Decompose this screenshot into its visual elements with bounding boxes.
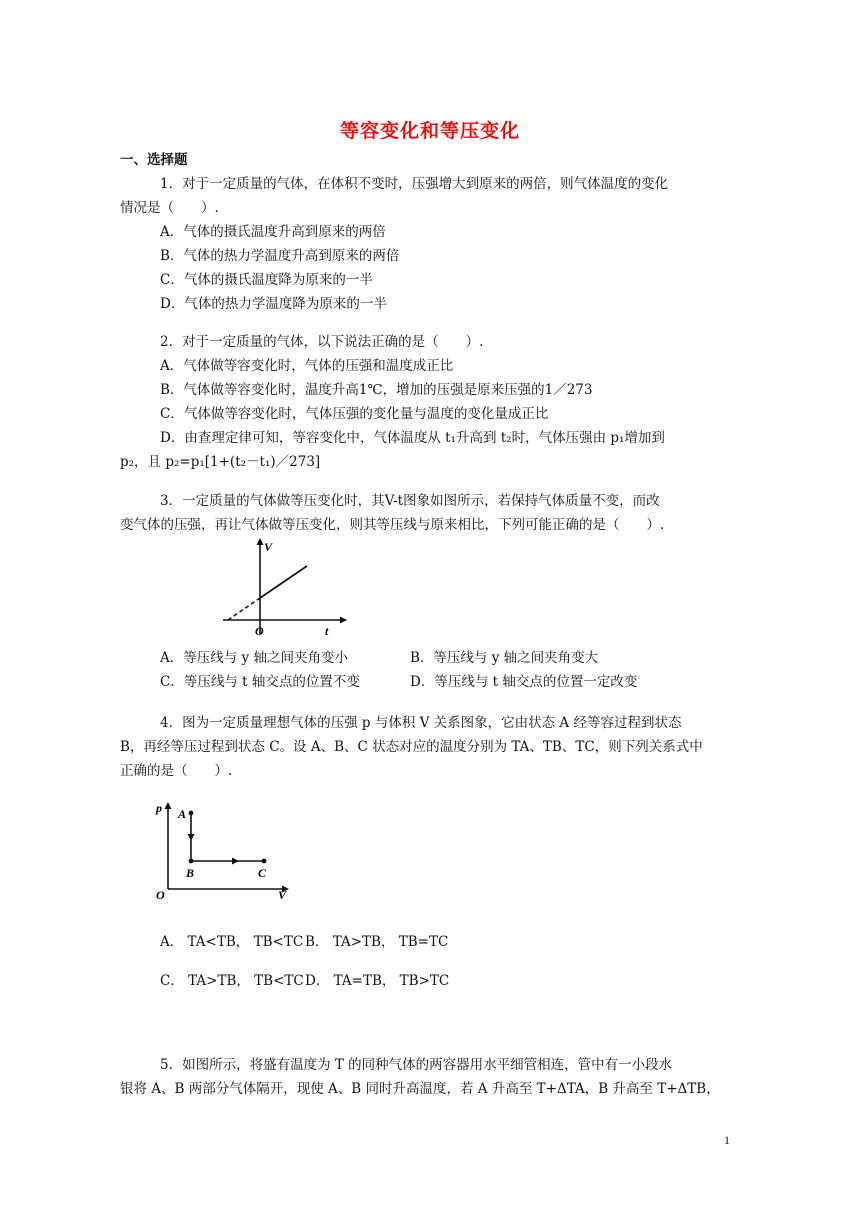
q3-option-b: B．等压线与 y 轴之间夹角变大 — [410, 650, 599, 666]
q4-pv-graph — [152, 796, 297, 901]
q4-option-a: A． TA<TB， TB<TC — [160, 934, 304, 950]
q3-isobar-line — [260, 566, 307, 598]
q4-v-label: V — [278, 888, 287, 901]
section-heading: 一、选择题 — [120, 152, 188, 168]
q2-option-d-cont: p₂，且 p₂=p₁[1+(t₂－t₁)／273] — [120, 454, 321, 470]
q4-label-a: A — [178, 807, 187, 821]
q3-isobar-extension-dashed — [228, 598, 260, 620]
q3-origin-label: O — [255, 624, 264, 638]
q2-option-a: A．气体做等容变化时，气体的压强和温度成正比 — [160, 358, 454, 374]
q4-stem-line2: B，再经等压过程到状态 C。设 A、B、C 状态对应的温度分别为 TA、TB、TC，则下列关系式中 — [120, 739, 703, 755]
q5-line2: 银将 A、B 两部分气体隔开，现使 A、B 同时升高温度，若 A 升高至 T+ΔTA，B 升高至 T+ΔTB， — [120, 1081, 720, 1097]
q1-option-c: C．气体的摄氏温度降为原来的一半 — [160, 272, 373, 288]
q4-origin-label: O — [156, 888, 165, 901]
q4-point-c — [262, 859, 267, 864]
q4-option-b: B． TA>TB， TB=TC — [305, 934, 449, 950]
q1-stem-line2: 情况是（ ）. — [120, 200, 219, 216]
q1-stem-line1: 1．对于一定质量的气体，在体积不变时，压强增大到原来的两倍，则气体温度的变化 — [160, 176, 669, 192]
q1-option-a: A．气体的摄氏温度升高到原来的两倍 — [160, 224, 386, 240]
page-number: 1 — [724, 1133, 730, 1147]
q3-t-label: t — [325, 624, 329, 638]
q3-option-c: C．等压线与 t 轴交点的位置不变 — [160, 674, 360, 690]
q2-stem: 2．对于一定质量的气体，以下说法正确的是（ ）. — [160, 334, 484, 350]
q5-line1: 5．如图所示，将盛有温度为 T 的同种气体的两容器用水平细管相连，管中有一小段水 — [160, 1057, 673, 1073]
q3-stem-line2: 变气体的压强，再让气体做等压变化，则其等压线与原来相比，下列可能正确的是（ ）. — [120, 517, 665, 533]
q4-p-label: p — [156, 801, 162, 815]
q3-option-d: D．等压线与 t 轴交点的位置一定改变 — [410, 674, 638, 690]
q4-process-bc-arrow — [232, 858, 239, 865]
q4-label-c: C — [258, 866, 267, 880]
q3-t-axis-arrow — [340, 617, 347, 624]
q3-v-axis-arrow — [257, 538, 264, 545]
q4-point-a — [189, 811, 194, 816]
q2-option-b: B．气体做等容变化时，温度升高1℃，增加的压强是原来压强的1／273 — [160, 382, 593, 398]
q3-option-a: A．等压线与 y 轴之间夹角变小 — [160, 650, 348, 666]
q2-option-c: C．气体做等容变化时，气体压强的变化量与温度的变化量成正比 — [160, 406, 549, 422]
q2-option-d: D．由查理定律可知，等容变化中，气体温度从 t₁升高到 t₂时，气体压强由 p₁增加到 — [160, 430, 665, 446]
q4-stem-line3: 正确的是（ ）. — [120, 763, 233, 779]
q4-process-ab-arrow — [188, 834, 195, 841]
q4-option-c: C． TA>TB， TB<TC — [160, 973, 304, 989]
q4-p-axis-arrow — [165, 802, 172, 809]
page-title: 等容变化和等压变化 — [339, 120, 520, 142]
q4-option-d: D． TA=TB， TB>TC — [305, 973, 450, 989]
q3-stem-line1: 3．一定质量的气体做等压变化时，其V-t图象如图所示，若保持气体质量不变，而改 — [160, 493, 660, 509]
q3-v-label: V — [264, 540, 273, 554]
q4-point-b — [189, 859, 194, 864]
q1-option-d: D．气体的热力学温度降为原来的一半 — [160, 296, 387, 312]
q3-vt-graph — [218, 536, 348, 641]
q1-option-b: B．气体的热力学温度升高到原来的两倍 — [160, 248, 400, 264]
q4-stem-line1: 4．图为一定质量理想气体的压强 p 与体积 V 关系图象，它由状态 A 经等容过程到状态 — [160, 715, 682, 731]
q4-label-b: B — [186, 866, 195, 880]
